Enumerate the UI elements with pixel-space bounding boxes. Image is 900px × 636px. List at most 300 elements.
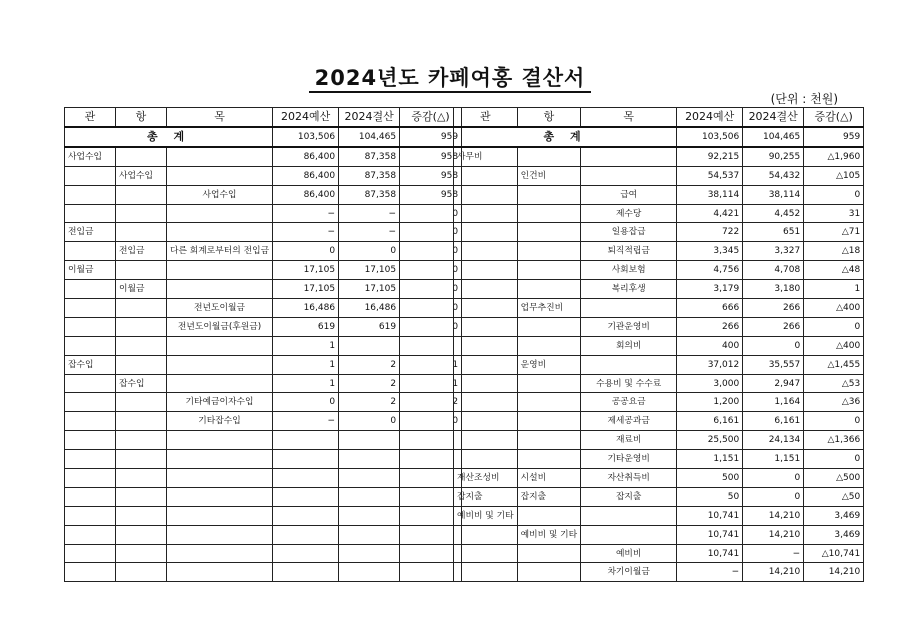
expense-table-row [454,355,864,374]
income-table-row [65,147,462,166]
expense-total-settle: 104,465 [743,127,804,147]
expense-total-row [454,127,864,147]
income-kwan-cell [65,280,116,299]
expense-settle-cell: 14,210 [743,525,804,544]
expense-hang-cell [517,317,581,336]
income-settle-cell: 0 [339,412,400,431]
income-hang-cell: 이월금 [116,280,167,299]
income-diff-cell: 2 [400,393,462,412]
income-diff-cell: 1 [400,374,462,393]
income-settle-cell: − [339,223,400,242]
expense-table-row [454,147,864,166]
income-budget-cell: − [273,223,339,242]
income-kwan-cell [65,525,116,544]
expense-hang-cell [517,506,581,525]
expense-settle-cell: 0 [743,487,804,506]
expense-kwan-cell [454,185,518,204]
income-mok-cell: 전년도이월금(후원금) [167,317,273,336]
expense-header-5: 증감(△) [804,108,864,128]
income-total-row [65,127,462,147]
income-mok-cell: 전년도이월금 [167,299,273,318]
income-mok-cell: 다른 회계로부터의 전입금 [167,242,273,261]
expense-settle-cell: 6,161 [743,412,804,431]
expense-hang-cell [517,450,581,469]
income-budget-cell: 16,486 [273,299,339,318]
income-kwan-cell [65,166,116,185]
income-settle-cell [339,336,400,355]
expense-hang-cell [517,412,581,431]
income-table-row [65,469,462,488]
income-diff-cell: 0 [400,204,462,223]
expense-settle-cell: 0 [743,336,804,355]
income-settle-cell: 87,358 [339,147,400,166]
income-settle-cell [339,450,400,469]
expense-kwan-cell [454,166,518,185]
income-mok-cell [167,469,273,488]
income-kwan-cell [65,563,116,582]
expense-hang-cell [517,242,581,261]
expense-mok-cell: 퇴직적립금 [581,242,677,261]
expense-mok-cell: 일용잡급 [581,223,677,242]
income-budget-cell: 17,105 [273,261,339,280]
expense-mok-cell [581,147,677,166]
income-table-row [65,204,462,223]
expense-mok-cell [581,506,677,525]
income-budget-cell: 17,105 [273,280,339,299]
expense-kwan-cell: 잡지출 [454,487,518,506]
expense-hang-cell: 잡지출 [517,487,581,506]
expense-budget-cell: 38,114 [677,185,743,204]
income-mok-cell [167,374,273,393]
income-header-3: 2024예산 [273,108,339,128]
income-diff-cell: 0 [400,299,462,318]
income-mok-cell: 사업수입 [167,185,273,204]
income-budget-cell: 0 [273,393,339,412]
expense-budget-cell: 10,741 [677,506,743,525]
expense-table-row [454,506,864,525]
expense-settle-cell: 35,557 [743,355,804,374]
income-table-row [65,185,462,204]
income-kwan-cell: 잡수입 [65,355,116,374]
expense-table [453,107,864,582]
expense-budget-cell: 1,151 [677,450,743,469]
expense-total-diff: 959 [804,127,864,147]
expense-mok-cell [581,166,677,185]
expense-kwan-cell [454,412,518,431]
income-table-row [65,563,462,582]
expense-budget-cell: 50 [677,487,743,506]
income-budget-cell: − [273,412,339,431]
income-mok-cell [167,506,273,525]
income-budget-cell: 1 [273,355,339,374]
expense-kwan-cell [454,317,518,336]
expense-table-row [454,487,864,506]
expense-hang-cell: 시설비 [517,469,581,488]
expense-budget-cell: 6,161 [677,412,743,431]
expense-table-row [454,563,864,582]
income-hang-cell: 전입금 [116,242,167,261]
income-kwan-cell [65,185,116,204]
expense-budget-cell: − [677,563,743,582]
expense-settle-cell: 4,708 [743,261,804,280]
expense-diff-cell: 0 [804,185,864,204]
income-budget-cell: 1 [273,336,339,355]
expense-diff-cell: △36 [804,393,864,412]
expense-total-budget: 103,506 [677,127,743,147]
expense-diff-cell: △1,455 [804,355,864,374]
income-diff-cell: 0 [400,317,462,336]
income-settle-cell: 87,358 [339,185,400,204]
income-hang-cell: 잡수입 [116,374,167,393]
income-mok-cell [167,147,273,166]
income-mok-cell [167,261,273,280]
expense-table-row [454,185,864,204]
expense-hang-cell [517,374,581,393]
income-hang-cell [116,431,167,450]
expense-table-row [454,317,864,336]
expense-diff-cell: △400 [804,299,864,318]
expense-kwan-cell [454,223,518,242]
document-title: 2024년도 카페여홍 결산서 [0,62,900,92]
income-table-row [65,487,462,506]
income-budget-cell [273,563,339,582]
expense-kwan-cell [454,431,518,450]
income-kwan-cell: 전입금 [65,223,116,242]
income-hang-cell [116,147,167,166]
income-budget-cell: 86,400 [273,166,339,185]
income-kwan-cell: 이월금 [65,261,116,280]
income-budget-cell: − [273,204,339,223]
expense-table-row [454,525,864,544]
income-diff-cell: 958 [400,147,462,166]
expense-kwan-cell [454,355,518,374]
expense-hang-cell [517,544,581,563]
expense-header-2: 목 [581,108,677,128]
income-table-row [65,412,462,431]
income-table-row [65,431,462,450]
expense-mok-cell: 예비비 [581,544,677,563]
income-kwan-cell [65,412,116,431]
expense-table-row [454,431,864,450]
income-mok-cell: 기타잡수입 [167,412,273,431]
expense-kwan-cell [454,280,518,299]
expense-settle-cell: 1,151 [743,450,804,469]
income-mok-cell [167,355,273,374]
expense-kwan-cell [454,374,518,393]
expense-hang-cell: 예비비 및 기타 [517,525,581,544]
income-hang-cell [116,317,167,336]
income-header-0: 관 [65,108,116,128]
income-diff-cell: 0 [400,280,462,299]
income-settle-cell [339,506,400,525]
expense-diff-cell: 0 [804,317,864,336]
income-diff-cell: 0 [400,261,462,280]
expense-mok-cell [581,299,677,318]
expense-diff-cell: △1,366 [804,431,864,450]
income-header-row [65,108,462,128]
income-kwan-cell [65,469,116,488]
income-mok-cell: 기타예금이자수입 [167,393,273,412]
income-budget-cell [273,525,339,544]
income-table-row [65,299,462,318]
expense-mok-cell: 복리후생 [581,280,677,299]
income-kwan-cell [65,336,116,355]
income-hang-cell [116,450,167,469]
expense-table-row [454,299,864,318]
income-table-row [65,450,462,469]
income-hang-cell [116,487,167,506]
expense-table-row [454,204,864,223]
expense-table-row [454,374,864,393]
expense-settle-cell: 54,432 [743,166,804,185]
income-mok-cell [167,336,273,355]
expense-mok-cell: 제수당 [581,204,677,223]
expense-settle-cell: 38,114 [743,185,804,204]
expense-mok-cell: 제세공과금 [581,412,677,431]
expense-table-row [454,242,864,261]
expense-header-4: 2024결산 [743,108,804,128]
income-diff-cell: 958 [400,185,462,204]
expense-hang-cell [517,261,581,280]
expense-budget-cell: 25,500 [677,431,743,450]
income-hang-cell [116,299,167,318]
expense-kwan-cell [454,336,518,355]
expense-diff-cell: △10,741 [804,544,864,563]
expense-mok-cell: 수용비 및 수수료 [581,374,677,393]
income-mok-cell [167,544,273,563]
expense-budget-cell: 4,756 [677,261,743,280]
expense-settle-cell: − [743,544,804,563]
income-total-settle: 104,465 [339,127,400,147]
expense-mok-cell: 잡지출 [581,487,677,506]
expense-diff-cell: 3,469 [804,525,864,544]
income-settle-cell: 2 [339,374,400,393]
expense-mok-cell [581,355,677,374]
income-total-budget: 103,506 [273,127,339,147]
expense-hang-cell [517,204,581,223]
expense-table-row [454,261,864,280]
income-hang-cell [116,525,167,544]
expense-settle-cell: 90,255 [743,147,804,166]
expense-settle-cell: 3,327 [743,242,804,261]
income-hang-cell [116,506,167,525]
expense-budget-cell: 266 [677,317,743,336]
expense-diff-cell: 0 [804,450,864,469]
expense-table-row [454,450,864,469]
expense-budget-cell: 3,000 [677,374,743,393]
income-kwan-cell [65,242,116,261]
expense-settle-cell: 651 [743,223,804,242]
income-hang-cell [116,336,167,355]
income-table-row [65,393,462,412]
income-settle-cell [339,431,400,450]
income-kwan-cell [65,204,116,223]
income-diff-cell: 958 [400,166,462,185]
expense-budget-cell: 3,179 [677,280,743,299]
expense-hang-cell [517,431,581,450]
expense-kwan-cell [454,450,518,469]
expense-kwan-cell: 예비비 및 기타 [454,506,518,525]
income-mok-cell [167,280,273,299]
expense-mok-cell: 회의비 [581,336,677,355]
income-table-row [65,525,462,544]
expense-hang-cell: 업무추진비 [517,299,581,318]
income-budget-cell [273,469,339,488]
expense-mok-cell: 자산취득비 [581,469,677,488]
income-total-label: 총 계 [65,127,273,147]
income-budget-cell: 86,400 [273,147,339,166]
expense-table-row [454,469,864,488]
income-kwan-cell [65,374,116,393]
income-header-1: 항 [116,108,167,128]
income-settle-cell: 2 [339,393,400,412]
income-table-row [65,223,462,242]
income-kwan-cell [65,506,116,525]
income-settle-cell [339,525,400,544]
income-mok-cell [167,563,273,582]
income-mok-cell [167,204,273,223]
income-hang-cell [116,469,167,488]
income-budget-cell: 1 [273,374,339,393]
income-mok-cell [167,525,273,544]
income-settle-cell [339,487,400,506]
expense-settle-cell: 14,210 [743,506,804,525]
expense-diff-cell: △71 [804,223,864,242]
unit-label: (단위 : 천원) [770,92,838,106]
expense-diff-cell: △53 [804,374,864,393]
income-table [64,107,462,582]
income-budget-cell [273,544,339,563]
expense-table-row [454,166,864,185]
expense-settle-cell: 266 [743,317,804,336]
expense-mok-cell: 급여 [581,185,677,204]
expense-settle-cell: 266 [743,299,804,318]
income-mok-cell [167,166,273,185]
expense-hang-cell [517,223,581,242]
income-kwan-cell: 사업수입 [65,147,116,166]
income-settle-cell: 17,105 [339,280,400,299]
income-table-row [65,280,462,299]
expense-settle-cell: 2,947 [743,374,804,393]
expense-budget-cell: 92,215 [677,147,743,166]
income-table-row [65,317,462,336]
income-kwan-cell [65,450,116,469]
expense-table-row [454,280,864,299]
expense-settle-cell: 1,164 [743,393,804,412]
expense-diff-cell: 3,469 [804,506,864,525]
income-budget-cell [273,450,339,469]
expense-mok-cell: 차기이월금 [581,563,677,582]
expense-diff-cell: △48 [804,261,864,280]
expense-budget-cell: 400 [677,336,743,355]
income-settle-cell [339,469,400,488]
income-settle-cell: − [339,204,400,223]
expense-budget-cell: 3,345 [677,242,743,261]
expense-diff-cell: △400 [804,336,864,355]
expense-hang-cell [517,563,581,582]
expense-hang-cell [517,393,581,412]
income-hang-cell [116,544,167,563]
income-hang-cell [116,355,167,374]
expense-diff-cell: △105 [804,166,864,185]
income-budget-cell: 86,400 [273,185,339,204]
expense-kwan-cell [454,204,518,223]
expense-diff-cell: 31 [804,204,864,223]
expense-kwan-cell [454,393,518,412]
income-settle-cell: 17,105 [339,261,400,280]
expense-hang-cell [517,280,581,299]
income-settle-cell: 16,486 [339,299,400,318]
income-settle-cell: 0 [339,242,400,261]
expense-budget-cell: 54,537 [677,166,743,185]
income-kwan-cell [65,431,116,450]
expense-kwan-cell [454,525,518,544]
expense-header-3: 2024예산 [677,108,743,128]
income-mok-cell [167,450,273,469]
expense-budget-cell: 666 [677,299,743,318]
income-hang-cell [116,563,167,582]
income-hang-cell [116,204,167,223]
income-budget-cell [273,431,339,450]
income-diff-cell: 0 [400,242,462,261]
expense-budget-cell: 722 [677,223,743,242]
income-table-row [65,166,462,185]
income-budget-cell: 619 [273,317,339,336]
expense-table-row [454,544,864,563]
income-hang-cell [116,223,167,242]
expense-budget-cell: 4,421 [677,204,743,223]
expense-mok-cell: 사회보험 [581,261,677,280]
expense-budget-cell: 37,012 [677,355,743,374]
income-kwan-cell [65,317,116,336]
income-hang-cell [116,412,167,431]
income-header-2: 목 [167,108,273,128]
income-table-row [65,374,462,393]
expense-header-0: 관 [454,108,518,128]
income-header-5: 증감(△) [400,108,462,128]
income-kwan-cell [65,544,116,563]
income-budget-cell [273,506,339,525]
income-diff-cell: 1 [400,355,462,374]
expense-hang-cell: 인건비 [517,166,581,185]
income-hang-cell: 사업수입 [116,166,167,185]
income-table-row [65,355,462,374]
income-budget-cell: 0 [273,242,339,261]
income-settle-cell [339,544,400,563]
expense-diff-cell: 1 [804,280,864,299]
expense-diff-cell: △500 [804,469,864,488]
expense-table-row [454,393,864,412]
expense-kwan-cell [454,299,518,318]
income-diff-cell: 0 [400,412,462,431]
income-kwan-cell [65,299,116,318]
expense-mok-cell: 재료비 [581,431,677,450]
expense-settle-cell: 3,180 [743,280,804,299]
expense-hang-cell [517,147,581,166]
expense-kwan-cell [454,544,518,563]
income-header-4: 2024결산 [339,108,400,128]
expense-total-label: 총 계 [454,127,677,147]
expense-table-row [454,336,864,355]
expense-hang-cell [517,336,581,355]
expense-budget-cell: 500 [677,469,743,488]
income-diff-cell: 0 [400,223,462,242]
expense-settle-cell: 4,452 [743,204,804,223]
expense-settle-cell: 14,210 [743,563,804,582]
income-mok-cell [167,223,273,242]
expense-budget-cell: 1,200 [677,393,743,412]
income-settle-cell: 2 [339,355,400,374]
